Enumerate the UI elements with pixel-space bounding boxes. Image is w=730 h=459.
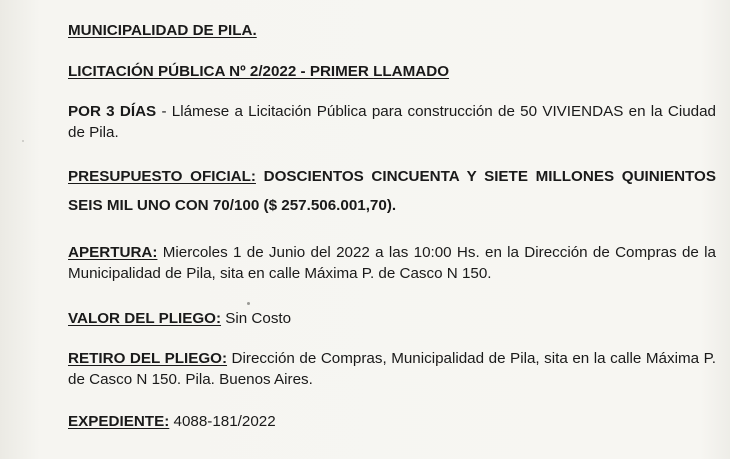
opening-paragraph — [68, 242, 716, 284]
document-pickup-paragraph — [68, 348, 716, 390]
budget-label: PRESUPUESTO OFICIAL: — [68, 168, 256, 185]
document-value-paragraph — [68, 308, 716, 329]
file-text: 4088-181/2022 — [169, 413, 276, 430]
budget-text: DOSCIENTOS CINCUENTA Y SIETE MILLONES QUINIENTOS SEIS MIL UNO CON 70/100 ($ 257.506.001,70). — [68, 168, 716, 214]
document-value-label: VALOR DEL PLIEGO: — [68, 310, 222, 327]
opening-label: APERTURA: — [68, 244, 158, 261]
budget-paragraph — [68, 162, 716, 220]
scan-speck — [22, 140, 24, 142]
scan-speck — [247, 302, 250, 305]
duration-paragraph — [68, 101, 716, 143]
file-label: EXPEDIENTE: — [68, 413, 170, 430]
duration-text: - Llámese a Licitación Pública para construcción de 50 VIVIENDAS en la Ciudad de Pila. — [68, 103, 716, 141]
document-pickup-label: RETIRO DEL PLIEGO: — [68, 350, 228, 367]
file-paragraph — [68, 411, 716, 432]
duration-label: POR 3 DÍAS — [68, 103, 157, 120]
opening-text: Miercoles 1 de Junio del 2022 a las 10:00 Hs. en la Dirección de Compras de la Municipalidad de Pila, sita en calle Máxima P. de Casco N 150. — [68, 244, 716, 282]
municipality-heading: MUNICIPALIDAD DE PILA. — [68, 22, 257, 39]
document-value-text: Sin Costo — [221, 310, 292, 327]
tender-title: LICITACIÓN PÚBLICA Nº 2/2022 - PRIMER LLAMADO — [68, 63, 450, 80]
document-pickup-text: Dirección de Compras, Municipalidad de Pila, sita en la calle Máxima P. de Casco N 150. Pila. Buenos Aires. — [68, 350, 717, 388]
